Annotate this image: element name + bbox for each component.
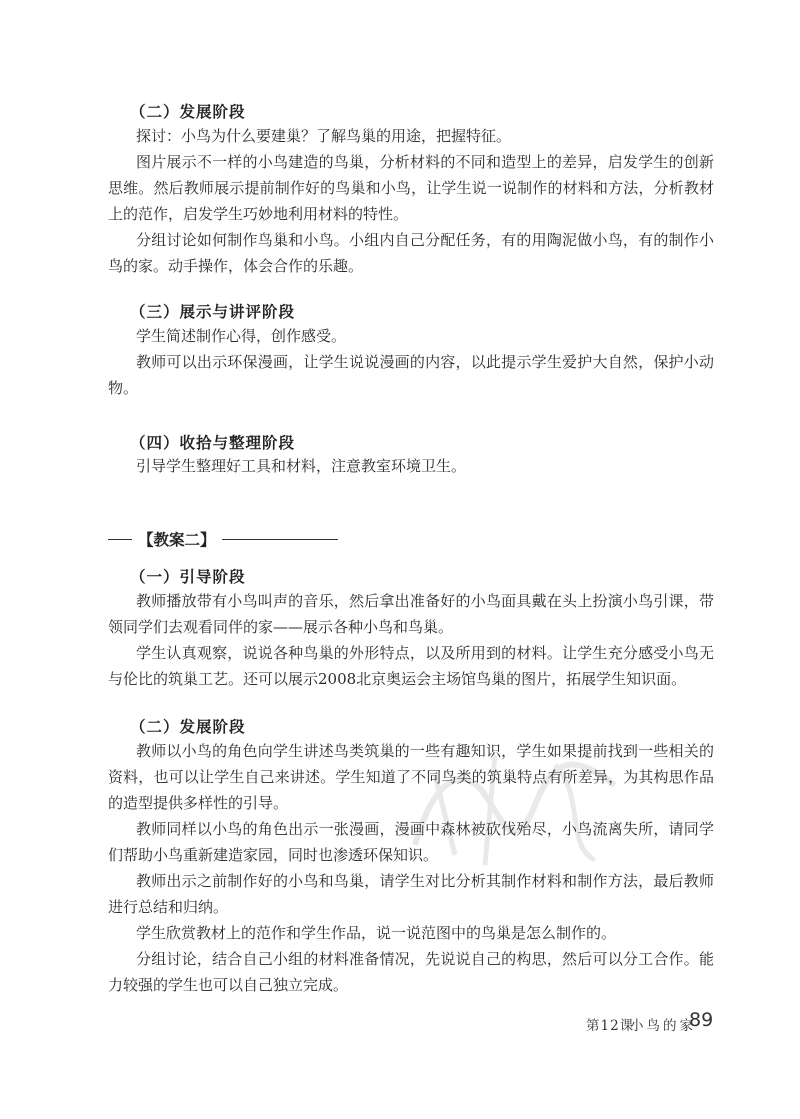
lesson-plan-label: 【教案二】 [138, 531, 216, 549]
paragraph: 教师同样以小鸟的角色出示一张漫画，漫画中森林被砍伐殆尽，小鸟流离失所，请同学们帮助小鸟重新建造家园，同时也渗透环保知识。 [108, 820, 714, 864]
divider-line [222, 539, 338, 540]
section-heading-cleanup: （四）收拾与整理阶段 [130, 434, 296, 452]
footer-chapter: 第12课 [586, 1018, 635, 1034]
paragraph-block [108, 453, 714, 479]
watermark-logo [395, 735, 635, 875]
paragraph-block [108, 123, 714, 279]
paragraph: 图片展示不一样的小鸟建造的鸟巢，分析材料的不同和造型上的差异，启发学生的创新思维。然后教师展示提前制作好的鸟巢和小鸟，让学生说一说制作的材料和方法，分析教材上的范作，启发学生巧妙地利用材料的特性。 [108, 153, 714, 223]
paragraph: 探讨：小鸟为什么要建巢？了解鸟巢的用途，把握特征。 [136, 127, 512, 145]
section-heading-development: （二）发展阶段 [130, 103, 246, 121]
section-heading-display: （三）展示与讲评阶段 [130, 303, 296, 321]
paragraph: 学生认真观察，说说各种鸟巢的外形特点，以及所用到的材料。让学生充分感受小鸟无与伦比的筑巢工艺。还可以展示2008北京奥运会主场馆鸟巢的图片，拓展学生知识面。 [108, 644, 714, 688]
section-heading-introduction: （一）引导阶段 [130, 568, 246, 586]
paragraph: 分组讨论，结合自己小组的材料准备情况，先说说自己的构思，然后可以分工合作。能力较强的学生也可以自己独立完成。 [108, 950, 714, 994]
footer-lesson-title: 小鸟的家 [630, 1018, 696, 1034]
lesson-plan-title [108, 528, 338, 550]
divider-line [108, 539, 132, 540]
paragraph: 教师以小鸟的角色向学生讲述鸟类筑巢的一些有趣知识，学生如果提前找到一些相关的资料，也可以让学生自己来讲述。学生知道了不同鸟类的筑巢特点有所差异，为其构思作品的造型提供多样性的引导。 [108, 742, 714, 812]
section-heading-development-2: （二）发展阶段 [130, 718, 246, 736]
paragraph-block [108, 588, 714, 692]
paragraph: 学生简述制作心得，创作感受。 [136, 327, 347, 345]
paragraph: 学生欣赏教材上的范作和学生作品，说一说范图中的鸟巢是怎么制作的。 [136, 924, 617, 942]
paragraph: 教师可以出示环保漫画，让学生说说漫画的内容，以此提示学生爱护大自然，保护小动物。 [108, 353, 714, 397]
page-number: 89 [689, 1009, 714, 1031]
paragraph: 分组讨论如何制作鸟巢和小鸟。小组内自己分配任务，有的用陶泥做小鸟，有的制作小鸟的家。动手操作，体会合作的乐趣。 [108, 231, 714, 275]
paragraph-block [108, 323, 714, 401]
paragraph: 教师出示之前制作好的小鸟和鸟巢，请学生对比分析其制作材料和制作方法，最后教师进行总结和归纳。 [108, 872, 714, 916]
paragraph: 引导学生整理好工具和材料，注意教室环境卫生。 [136, 457, 467, 475]
paragraph: 教师播放带有小鸟叫声的音乐，然后拿出准备好的小鸟面具戴在头上扮演小鸟引课，带领同学们去观看同伴的家——展示各种小鸟和鸟巢。 [108, 592, 714, 636]
